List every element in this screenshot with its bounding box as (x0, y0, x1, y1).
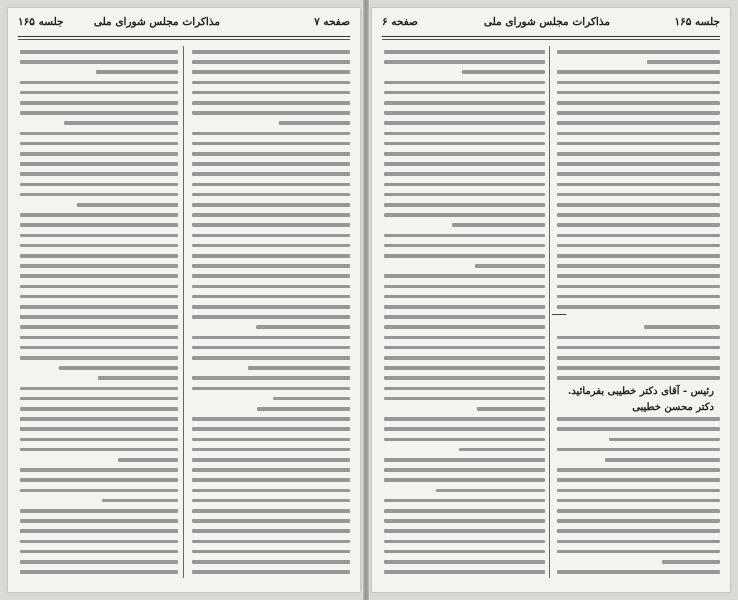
left-page-column-right (190, 46, 350, 578)
text-line (384, 478, 545, 482)
text-line (20, 438, 178, 442)
text-line (192, 438, 350, 442)
text-line (192, 346, 350, 350)
text-line (192, 336, 350, 340)
text-line (192, 193, 350, 197)
text-line (102, 499, 179, 503)
text-line (384, 499, 545, 503)
text-line (192, 509, 350, 513)
right-header-rule (382, 36, 720, 37)
text-line (557, 183, 720, 187)
text-line (459, 448, 545, 452)
text-line (20, 550, 178, 554)
text-line (20, 193, 178, 197)
text-line (557, 366, 720, 370)
text-line (384, 60, 545, 64)
text-line (557, 529, 720, 533)
text-line (192, 70, 350, 74)
text-line (192, 417, 350, 421)
right-page (372, 8, 730, 592)
text-line (384, 519, 545, 523)
text-line (192, 101, 350, 105)
text-line (20, 50, 178, 54)
left-page-number: صفحه ۷ (314, 16, 350, 28)
text-line (384, 295, 545, 299)
text-line (557, 70, 720, 74)
section-subtitle: رئیس - آقای دکتر خطیبی بفرمائید. (567, 386, 714, 397)
text-line (248, 366, 350, 370)
text-line (384, 356, 545, 360)
text-line (384, 550, 545, 554)
text-line (557, 111, 720, 115)
text-line (20, 254, 178, 258)
text-line (20, 234, 178, 238)
text-line (192, 132, 350, 136)
text-line (59, 366, 178, 370)
text-line (384, 50, 545, 54)
text-line (256, 325, 350, 329)
text-line (192, 489, 350, 493)
text-line (384, 254, 545, 258)
text-line (557, 295, 720, 299)
text-line (20, 448, 178, 452)
right-column-divider (549, 46, 550, 578)
text-line (557, 550, 720, 554)
text-line (192, 529, 350, 533)
text-line (384, 213, 545, 217)
text-line (192, 223, 350, 227)
text-line (557, 244, 720, 248)
text-line (557, 264, 720, 268)
text-line (384, 468, 545, 472)
right-page-header (382, 16, 720, 34)
text-line (384, 346, 545, 350)
text-line (192, 295, 350, 299)
right-page-session: جلسه ۱۶۵ (674, 16, 720, 28)
text-line (436, 489, 545, 493)
text-line (20, 356, 178, 360)
text-line (557, 142, 720, 146)
text-line (384, 427, 545, 431)
text-line (96, 70, 178, 74)
text-line (20, 91, 178, 95)
text-line (20, 407, 178, 411)
text-line (384, 458, 545, 462)
text-line (20, 142, 178, 146)
text-line (192, 285, 350, 289)
text-line (279, 121, 350, 125)
text-line (192, 499, 350, 503)
text-line (273, 397, 350, 401)
text-line (384, 540, 545, 544)
text-line (384, 101, 545, 105)
text-line (557, 285, 720, 289)
text-line (192, 244, 350, 248)
left-column-divider (183, 46, 184, 578)
text-line (384, 203, 545, 207)
right-page-column-left (382, 46, 545, 578)
text-line (20, 315, 178, 319)
text-line (20, 387, 178, 391)
text-line (557, 570, 720, 574)
text-line (557, 274, 720, 278)
text-line (20, 468, 178, 472)
right-page-body (382, 46, 720, 578)
text-line (192, 81, 350, 85)
text-line (20, 570, 178, 574)
text-line (557, 121, 720, 125)
text-line (20, 172, 178, 176)
text-line (557, 305, 720, 309)
text-line (609, 438, 720, 442)
text-line (20, 183, 178, 187)
text-line (557, 448, 720, 452)
text-line (557, 101, 720, 105)
text-line (557, 81, 720, 85)
text-line (557, 91, 720, 95)
text-line (192, 550, 350, 554)
text-line (557, 499, 720, 503)
text-line (192, 356, 350, 360)
text-line (557, 213, 720, 217)
text-line (384, 417, 545, 421)
text-line (384, 387, 545, 391)
text-line (662, 560, 720, 564)
text-line (192, 560, 350, 564)
text-line (384, 193, 545, 197)
text-line (192, 60, 350, 64)
text-line (557, 254, 720, 258)
left-page-column-left (18, 46, 178, 578)
text-line (20, 540, 178, 544)
text-line (384, 274, 545, 278)
text-line (384, 81, 545, 85)
text-line (20, 519, 178, 523)
text-line (20, 285, 178, 289)
text-line (384, 91, 545, 95)
text-line (557, 50, 720, 54)
text-line (384, 305, 545, 309)
text-line (475, 264, 545, 268)
text-line (192, 264, 350, 268)
text-line (384, 336, 545, 340)
text-line (557, 346, 720, 350)
text-line (192, 111, 350, 115)
text-line (192, 387, 350, 391)
text-line (192, 305, 350, 309)
text-line (192, 315, 350, 319)
book-gutter (363, 0, 369, 600)
text-line (557, 417, 720, 421)
text-line (557, 489, 720, 493)
text-line (557, 468, 720, 472)
text-line (384, 376, 545, 380)
left-page-header (18, 16, 350, 34)
text-line (557, 376, 720, 380)
text-line (192, 172, 350, 176)
text-line (20, 274, 178, 278)
text-line (557, 356, 720, 360)
text-line (192, 213, 350, 217)
text-line (20, 111, 178, 115)
text-line (192, 376, 350, 380)
text-line (20, 509, 178, 513)
text-line (192, 91, 350, 95)
text-line (384, 152, 545, 156)
text-line (192, 203, 350, 207)
text-line (557, 162, 720, 166)
text-line (384, 172, 545, 176)
text-line (192, 519, 350, 523)
text-line (20, 264, 178, 268)
text-line (257, 407, 350, 411)
text-line (557, 152, 720, 156)
text-line (384, 509, 545, 513)
text-line (557, 540, 720, 544)
text-line (118, 458, 178, 462)
text-line (384, 315, 545, 319)
text-line (192, 50, 350, 54)
text-line (192, 540, 350, 544)
text-line (20, 417, 178, 421)
text-line (384, 234, 545, 238)
text-line (384, 285, 545, 289)
left-page-session: جلسه ۱۶۵ (18, 16, 64, 28)
text-line (20, 132, 178, 136)
text-line (77, 203, 178, 207)
text-line (20, 101, 178, 105)
right-page-column-right (555, 46, 720, 578)
text-line (192, 254, 350, 258)
text-line (384, 529, 545, 533)
text-line (192, 570, 350, 574)
left-header-rule-2 (18, 39, 350, 40)
text-line (384, 162, 545, 166)
text-line (384, 132, 545, 136)
text-line (192, 183, 350, 187)
text-line (20, 213, 178, 217)
text-line (557, 193, 720, 197)
speaker-name: دکتر محسن خطیبی (632, 402, 714, 413)
text-line (20, 81, 178, 85)
text-line (557, 234, 720, 238)
text-line (192, 468, 350, 472)
text-line (192, 448, 350, 452)
text-line (20, 152, 178, 156)
text-line (557, 336, 720, 340)
text-line (20, 427, 178, 431)
left-page-body (18, 46, 350, 578)
text-line (557, 427, 720, 431)
text-line (384, 438, 545, 442)
text-line (192, 162, 350, 166)
right-page-running-title: مذاکرات مجلس شورای ملی (483, 16, 610, 28)
text-line (20, 529, 178, 533)
text-line (20, 336, 178, 340)
text-line (192, 427, 350, 431)
text-line (384, 111, 545, 115)
text-line (20, 397, 178, 401)
text-line (384, 244, 545, 248)
right-page-number: صفحه ۶ (382, 16, 418, 28)
text-line (605, 458, 720, 462)
text-line (64, 121, 178, 125)
text-line (192, 478, 350, 482)
section-separator (552, 314, 566, 315)
text-line (20, 244, 178, 248)
text-line (192, 458, 350, 462)
text-line (20, 223, 178, 227)
text-line (20, 162, 178, 166)
right-header-rule-2 (382, 39, 720, 40)
text-line (557, 519, 720, 523)
text-line (20, 489, 178, 493)
text-line (557, 223, 720, 227)
text-line (384, 570, 545, 574)
left-header-rule (18, 36, 350, 37)
text-line (20, 60, 178, 64)
text-line (20, 325, 178, 329)
text-line (647, 60, 720, 64)
text-line (557, 132, 720, 136)
text-line (384, 560, 545, 564)
text-line (452, 223, 545, 227)
text-line (20, 346, 178, 350)
text-line (644, 325, 720, 329)
text-line (384, 183, 545, 187)
text-line (557, 172, 720, 176)
text-line (557, 478, 720, 482)
text-line (20, 560, 178, 564)
text-line (557, 509, 720, 513)
text-line (192, 152, 350, 156)
text-line (384, 366, 545, 370)
text-line (384, 397, 545, 401)
text-line (384, 142, 545, 146)
text-line (462, 70, 545, 74)
left-page-running-title: مذاکرات مجلس شورای ملی (93, 16, 220, 28)
text-line (192, 234, 350, 238)
text-line (20, 478, 178, 482)
text-line (98, 376, 178, 380)
text-line (557, 203, 720, 207)
text-line (20, 295, 178, 299)
left-page (8, 8, 360, 592)
text-line (192, 274, 350, 278)
text-line (20, 305, 178, 309)
text-line (477, 407, 545, 411)
text-line (384, 325, 545, 329)
text-line (384, 121, 545, 125)
text-line (192, 142, 350, 146)
